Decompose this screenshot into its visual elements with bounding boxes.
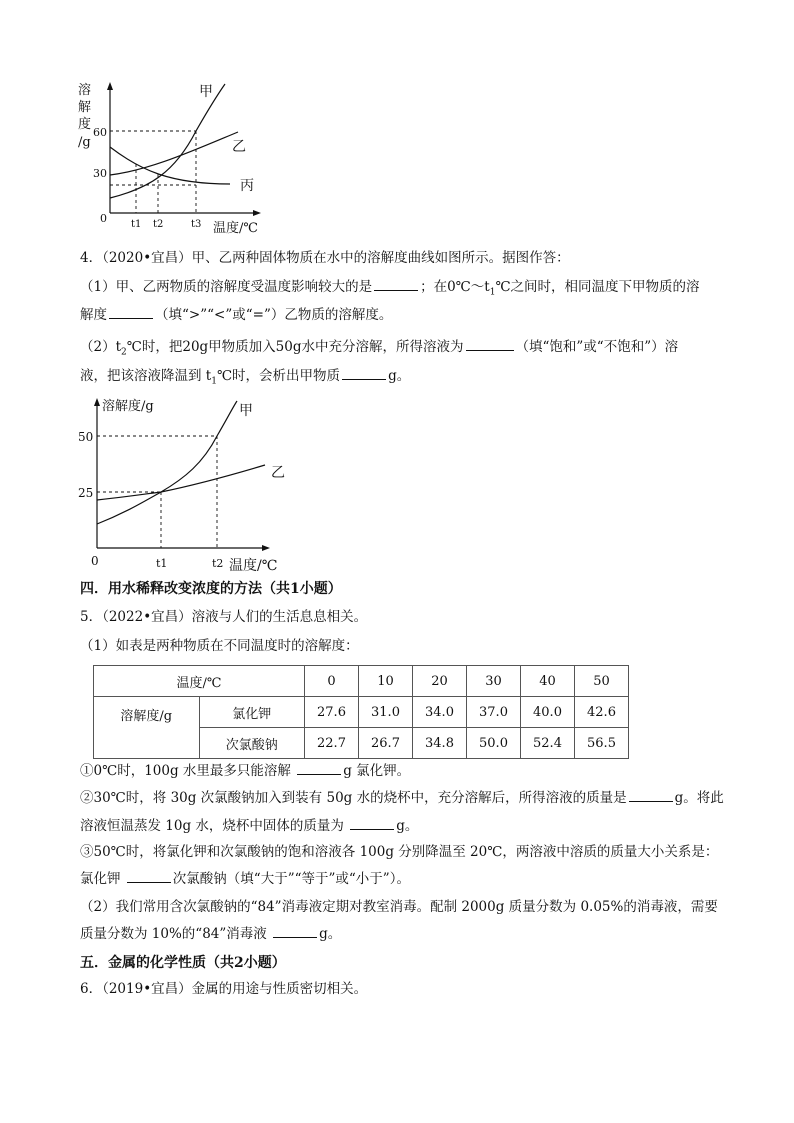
graph2-ytick-25: 25 — [78, 486, 94, 500]
q4-p2-text: ℃时，会析出甲物质 — [216, 368, 341, 384]
table-cell: 37.0 — [467, 697, 521, 728]
table-cell: 50.0 — [467, 728, 521, 759]
answer-blank[interactable] — [629, 789, 673, 802]
q5-sub3-line1: ③50℃时，将氯化钾和次氯酸钠的饱和溶液各 100g 分别降温至 20℃，两溶液中溶质的质量大小关系是： — [80, 844, 719, 860]
q4-part1-line2 — [80, 306, 392, 324]
graph1-xtick-t3: t3 — [191, 219, 202, 230]
q4-p1-text: 解度 — [80, 307, 107, 323]
graph1-ylabel-char: /g — [78, 135, 91, 150]
table-row — [94, 697, 629, 728]
solubility-table — [93, 665, 629, 759]
q5-text: 次氯酸钠（填“大于”“等于”或“小于”）。 — [172, 871, 410, 887]
graph1-label-jia: 甲 — [199, 84, 213, 100]
table-cell: 34.8 — [413, 728, 467, 759]
graph2-curve-yi — [97, 465, 265, 500]
q4-p1-text: ；在0℃～t — [420, 279, 490, 295]
section-heading-4: 四．用水稀释改变浓度的方法（共1小题） — [80, 581, 342, 597]
q5-text: g。 — [396, 818, 419, 834]
q4-p2-text: （填“饱和”或“不饱和”）溶 — [515, 339, 679, 355]
q5-text: g。将此 — [674, 790, 724, 806]
table-cell: 10 — [359, 666, 413, 697]
graph2-curve-jia — [97, 401, 237, 524]
table-cell: 22.7 — [305, 728, 359, 759]
graph1-ytick-30: 30 — [93, 167, 107, 180]
graph1-xtick-t1: t1 — [131, 219, 142, 230]
table-cell: 0 — [305, 666, 359, 697]
q4-stem: 4．（2020•宜昌）甲、乙两种固体物质在水中的溶解度曲线如图所示。据图作答： — [80, 250, 570, 266]
solubility-graph-1 — [70, 80, 280, 235]
graph2-y-arrow — [94, 398, 100, 406]
graph1-origin: 0 — [100, 212, 107, 225]
graph2-xtick-t2: t2 — [212, 557, 224, 570]
answer-blank[interactable] — [466, 338, 514, 351]
table-cell: 40 — [521, 666, 575, 697]
table-cell: 26.7 — [359, 728, 413, 759]
table-cell: 31.0 — [359, 697, 413, 728]
graph2-ytick-50: 50 — [78, 430, 94, 444]
graph1-xlabel: 温度/℃ — [213, 221, 258, 235]
answer-blank[interactable] — [109, 306, 153, 319]
graph2-xlabel: 温度/℃ — [229, 558, 278, 574]
graph1-curve-yi — [110, 132, 238, 175]
solubility-graph-2 — [75, 393, 290, 575]
q4-p1-text: （1）甲、乙两物质的溶解度受温度影响较大的是 — [80, 279, 373, 295]
table-cell: 20 — [413, 666, 467, 697]
answer-blank[interactable] — [342, 367, 386, 380]
table-cell: 30 — [467, 666, 521, 697]
table-cell: 42.6 — [575, 697, 629, 728]
graph1-ylabel-char: 度 — [78, 117, 92, 132]
q5-sub3-line2 — [80, 870, 410, 888]
q5-text: g。 — [319, 926, 342, 942]
q4-p2-text: g。 — [388, 368, 411, 384]
section-heading-5: 五．金属的化学性质（共2小题） — [80, 955, 286, 971]
graph1-label-bing: 丙 — [240, 178, 254, 194]
graph1-curve-jia — [110, 84, 225, 198]
q5-sub1 — [80, 762, 410, 780]
graph1-label-yi: 乙 — [232, 139, 246, 155]
answer-blank[interactable] — [297, 762, 341, 775]
q4-p2-text: 液，把该溶液降温到 t — [80, 368, 212, 384]
table-cell: 27.6 — [305, 697, 359, 728]
graph2-x-arrow — [262, 545, 270, 551]
table-cell: 52.4 — [521, 728, 575, 759]
q5-part2-line2 — [80, 925, 341, 943]
answer-blank[interactable] — [127, 870, 171, 883]
graph1-ylabel-char: 解 — [78, 100, 92, 115]
table-header-temp: 温度/℃ — [94, 666, 305, 697]
q4-p2-sub: 1 — [211, 376, 217, 387]
graph1-ylabel-char: 溶 — [78, 83, 92, 98]
q5-sub2-line1 — [80, 789, 724, 807]
q5-text: ①0℃时，100g 水里最多只能溶解 — [80, 763, 296, 779]
table-cell: 34.0 — [413, 697, 467, 728]
answer-blank[interactable] — [350, 817, 394, 830]
graph1-ytick-60: 60 — [93, 126, 107, 139]
table-cell: 40.0 — [521, 697, 575, 728]
q4-part1-line1 — [80, 278, 700, 302]
q4-p2-text: ℃时，把20g甲物质加入50g水中充分溶解，所得溶液为 — [126, 339, 464, 355]
q5-part1: （1）如表是两种物质在不同温度时的溶解度： — [80, 638, 359, 654]
q5-text: g 氯化钾。 — [343, 763, 411, 779]
q4-p2-text: （2）t — [80, 339, 122, 355]
graph2-origin: 0 — [91, 554, 99, 568]
q4-p1-text: ℃之间时，相同温度下甲物质的溶 — [495, 279, 700, 295]
q5-sub2-line2 — [80, 817, 418, 835]
q4-part2-line2 — [80, 367, 410, 391]
graph2-label-jia: 甲 — [239, 403, 253, 419]
graph1-y-arrow — [107, 82, 113, 90]
table-cell: 56.5 — [575, 728, 629, 759]
q6-stem: 6．（2019•宜昌）金属的用途与性质密切相关。 — [80, 981, 368, 997]
q5-stem: 5．（2022•宜昌）溶液与人们的生活息息相关。 — [80, 609, 368, 625]
answer-blank[interactable] — [273, 925, 317, 938]
q4-p1-text: （填“>”“<”或“=”）乙物质的溶解度。 — [155, 307, 393, 323]
graph2-xtick-t1: t1 — [156, 557, 168, 570]
answer-blank[interactable] — [374, 278, 418, 291]
table-header-solubility: 溶解度/g — [94, 697, 200, 759]
table-row — [94, 666, 629, 697]
q5-text: 质量分数为 10%的“84”消毒液 — [80, 926, 272, 942]
graph2-label-yi: 乙 — [271, 465, 285, 481]
graph2-ylabel: 溶解度/g — [102, 399, 154, 414]
q5-text: ②30℃时，将 30g 次氯酸钠加入到装有 50g 水的烧杯中，充分溶解后，所得溶液的质量是 — [80, 790, 627, 806]
table-row-name: 氯化钾 — [199, 697, 305, 728]
q5-text: 氯化钾 — [80, 871, 125, 887]
q5-part2-line1: （2）我们常用含次氯酸钠的“84”消毒液定期对教室消毒。配制 2000g 质量分数为 0.05%的消毒液，需要 — [80, 899, 718, 915]
table-cell: 50 — [575, 666, 629, 697]
graph1-x-arrow — [253, 210, 261, 216]
q4-p1-sub: 1 — [489, 287, 496, 298]
graph1-xtick-t2: t2 — [153, 219, 164, 230]
q4-part2-line1 — [80, 338, 678, 362]
graph1-curve-bing — [110, 147, 230, 184]
q5-text: 溶液恒温蒸发 10g 水，烧杯中固体的质量为 — [80, 818, 349, 834]
q4-p2-sub: 2 — [121, 347, 127, 358]
table-row-name: 次氯酸钠 — [199, 728, 305, 759]
